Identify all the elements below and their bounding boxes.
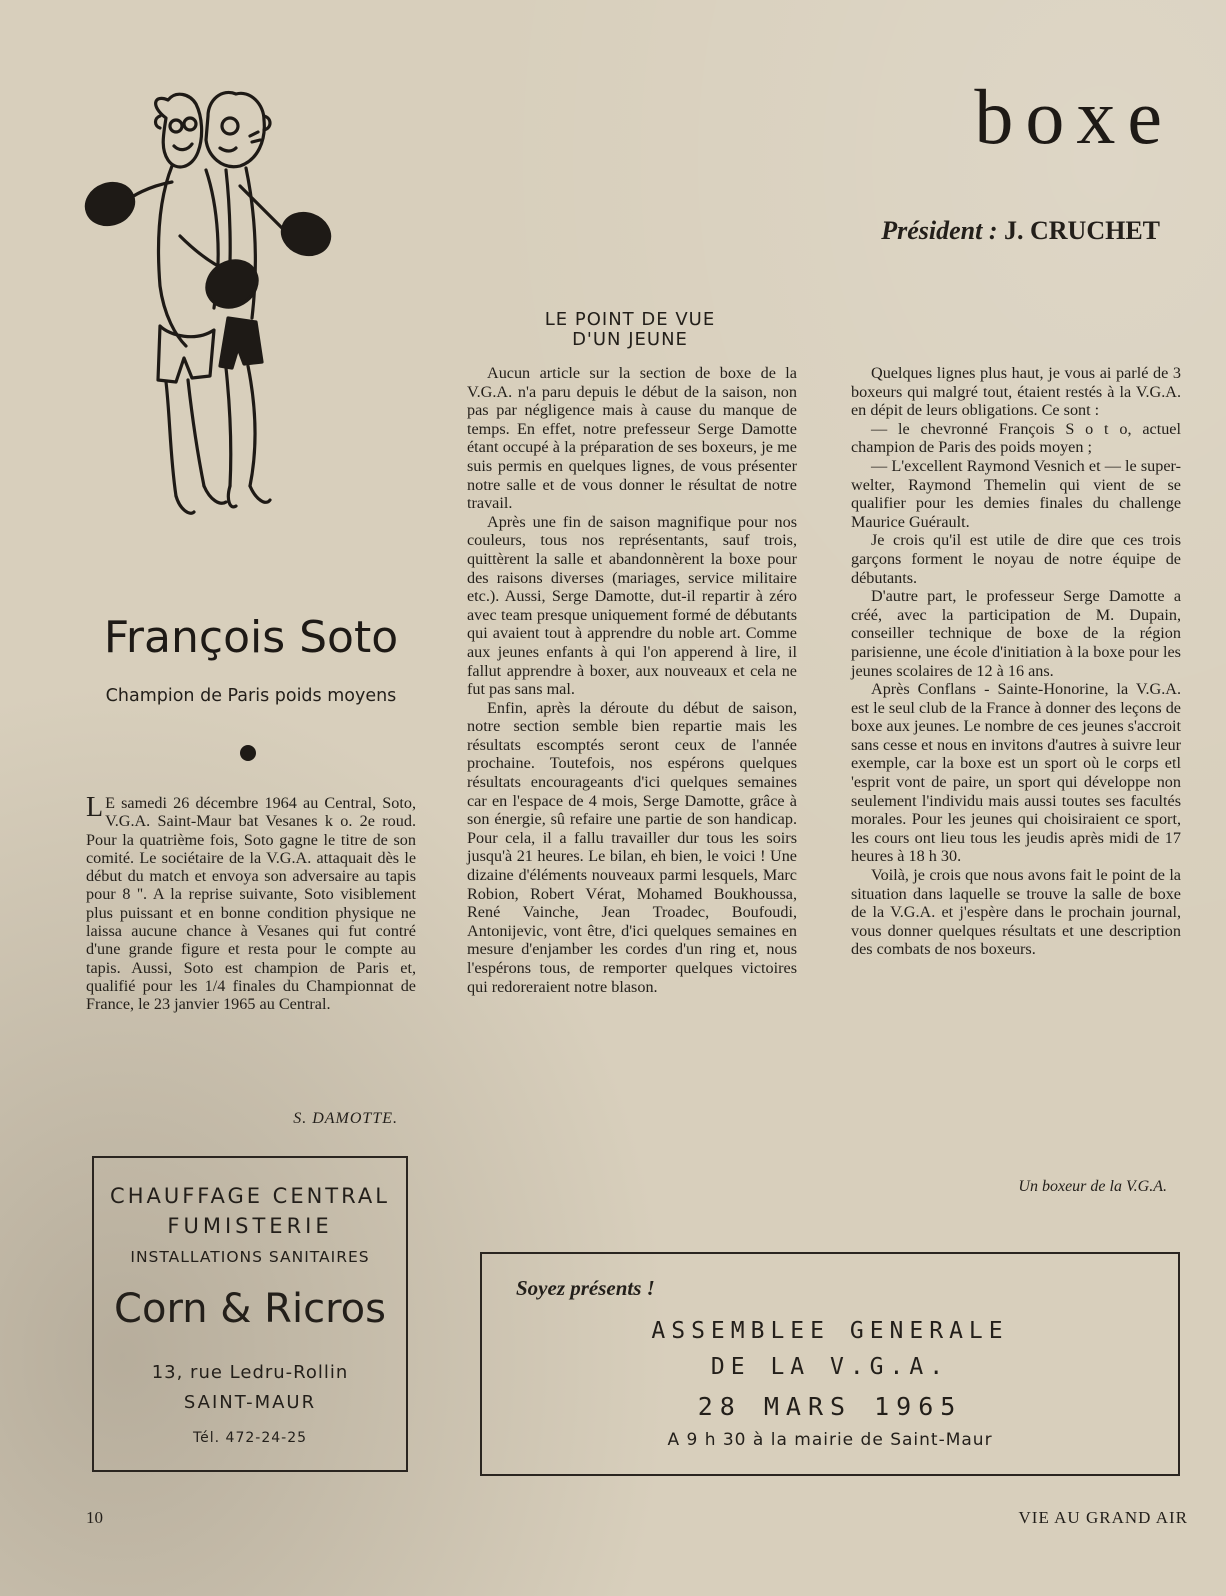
article-title-line2: D'UN JEUNE	[572, 329, 688, 350]
paragraph: Aucun article sur la section de boxe de la V.G.A. n'a paru depuis le début de la saison, non pas par négligence mais à cause du manque de temps. En effet, notre prefesseur Serge Damotte étant occupé à la préparation de ses boxeurs, je me suis permis en quelques lignes, de vous présenter notre salle et de vous donner le résultat de notre travail.	[467, 364, 797, 513]
paragraph: — le chevronné François S o t o, actuel champion de Paris des poids moyen ;	[851, 419, 1181, 457]
notice-tagline: Soyez présents !	[516, 1276, 655, 1300]
paragraph: D'autre part, le professeur Serge Damotte a créé, avec la participation de M. Dupain, conseiller technique de boxe de la région parisienne, une école d'initiation à la boxe pour les jeunes scolaires de 12 à 16 ans.	[851, 587, 1181, 680]
notice-headline: ASSEMBLEE GENERALE	[651, 1318, 1009, 1344]
paragraph: Quelques lignes plus haut, je vous ai parlé de 3 boxeurs qui malgré tout, étaient restés à la V.G.A. en dépit de leurs obligations. Ce sont :	[851, 364, 1181, 420]
paragraph: Après Conflans - Sainte-Honorine, la V.G.A. est le seul club de la France à donner des leçons de boxe aux jeunes. Le nombre de ces jeunes s'accroit sans cesse et nous en invitons d'autres à suivre leur exemple, car la boxe est un sport où le corps etl 'esprit vont de paire, un sport qui développe non seulement l'individu mais aussi toutes ses facultés morales. Pour les jeunes qui choisiraient ce sport, les cours ont lieu tous les jeudis après midi de 17 heures à 18 h 30.	[851, 680, 1181, 866]
paragraph: Enfin, après la déroute du début de saison, notre section semble bien repartie mais les résultats escomptés seront ceux de l'année prochaine. Toutefois, nos espérons quelques résultats encourageants d'ici quelques semaines car en l'espace de 4 mois, Serge Damotte, grâce à son énergie, sû refaire une partie de son handicap. Pour cela, il a fallu travailler dur tous les soirs jusqu'à 21 heures. Le bilan, eh bien, le voici ! Une dizaine d'éléments nouveaux parmi lesquels, Marc Robion, Robert Vérat, Mohamed Boukhoussa, René Vainche, Jean Troadec, Boufoudi, Antonijevic, vont être, d'ici quelques semaines en mesure d'enjamber les cordes d'un ring et, nous l'espérons tous, de remporter quelques victoires qui redoreraient notre blason.	[467, 698, 797, 996]
president-name: J. CRUCHET	[1003, 216, 1160, 245]
president-line	[881, 216, 1160, 246]
player-subtitle: Champion de Paris poids moyens	[105, 686, 397, 706]
boxers-illustration	[80, 86, 350, 536]
paragraph: — L'excellent Raymond Vesnich et — le super-welter, Raymond Themelin qui vient de se qualifier pour les demies finales du challenge Maurice Guérault.	[851, 456, 1181, 531]
president-label: Président :	[881, 216, 998, 245]
article-title-line1: LE POINT DE VUE	[544, 309, 716, 330]
paragraph: Je crois qu'il est utile de dire que ces trois garçons forment le noyau de notre équipe de débutants.	[851, 531, 1181, 587]
paragraph: Voilà, je crois que nous avons fait le point de la situation dans laquelle se trouve la salle de boxe de la V.G.A. et j'espère dans le prochain journal, vous donner quelques résultats et une description des combats de nos boxeurs.	[851, 866, 1181, 959]
advertisement-box	[92, 1156, 408, 1472]
ad-line-fumisterie: FUMISTERIE	[167, 1214, 333, 1238]
article-title	[470, 310, 790, 350]
ad-line-heating: CHAUFFAGE CENTRAL	[110, 1184, 390, 1208]
ad-company-name: Corn & Ricros	[114, 1286, 386, 1332]
feature-article	[86, 794, 416, 1014]
article-column-middle	[467, 364, 797, 996]
page-number: 10	[86, 1508, 103, 1527]
publication-title: VIE AU GRAND AIR	[1018, 1508, 1188, 1527]
ad-address-street: 13, rue Ledru-Rollin	[151, 1362, 349, 1383]
ad-telephone: Tél. 472-24-25	[192, 1430, 308, 1446]
notice-date: 28 MARS 1965	[697, 1392, 963, 1421]
ad-address-city: SAINT-MAUR	[183, 1392, 317, 1413]
meeting-notice-box	[480, 1252, 1180, 1476]
article-column-right	[851, 364, 1181, 959]
section-title: boxe	[974, 73, 1174, 160]
ad-line-sanitary: INSTALLATIONS SANITAIRES	[130, 1248, 370, 1266]
bullet-dot	[240, 745, 256, 761]
drop-cap: L	[86, 792, 104, 823]
article-signature: Un boxeur de la V.G.A.	[1018, 1178, 1167, 1195]
notice-organization: DE LA V.G.A.	[710, 1354, 950, 1380]
paragraph: Après une fin de saison magnifique pour nos couleurs, tous nos représentants, sauf trois, quittèrent la salle et abandonnèrent la boxe pour des raisons diverses (mariages, service militaire etc.). Aussi, Serge Damotte, dut-il repartir à zéro avec team presque uniquement formé de débutants qui avaient tout à apprendre du noble art. Comme aux jeunes enfants à qui l'on apperend à lire, il fallut apprendre à boxer, aux nouveaux et cela ne fut pas sans mal.	[467, 512, 797, 699]
feature-body: E samedi 26 décembre 1964 au Central, Soto, V.G.A. Saint-Maur bat Vesanes k o. 2e roud. Pour la quatrième fois, Soto gagne le titre de son comité. Le sociétaire de la V.G.A. attaquait dès le début du match et envoya son adversaire au tapis pour 8 ''. A la reprise suivante, Soto visiblement plus puissant et en bonne condition physique ne laissa aucune chance à Vesanes qui fut contré d'une grande figure et resta pour le compte au tapis. Aussi, Soto est champion de Paris et, qualifié pour les 1/4 finales du Championnat de France, le 23 janvier 1965 au Central.	[86, 794, 416, 1014]
notice-time-place: A 9 h 30 à la mairie de Saint-Maur	[667, 1430, 993, 1450]
feature-signature: S. DAMOTTE.	[293, 1110, 398, 1127]
player-name: François Soto	[103, 612, 399, 663]
